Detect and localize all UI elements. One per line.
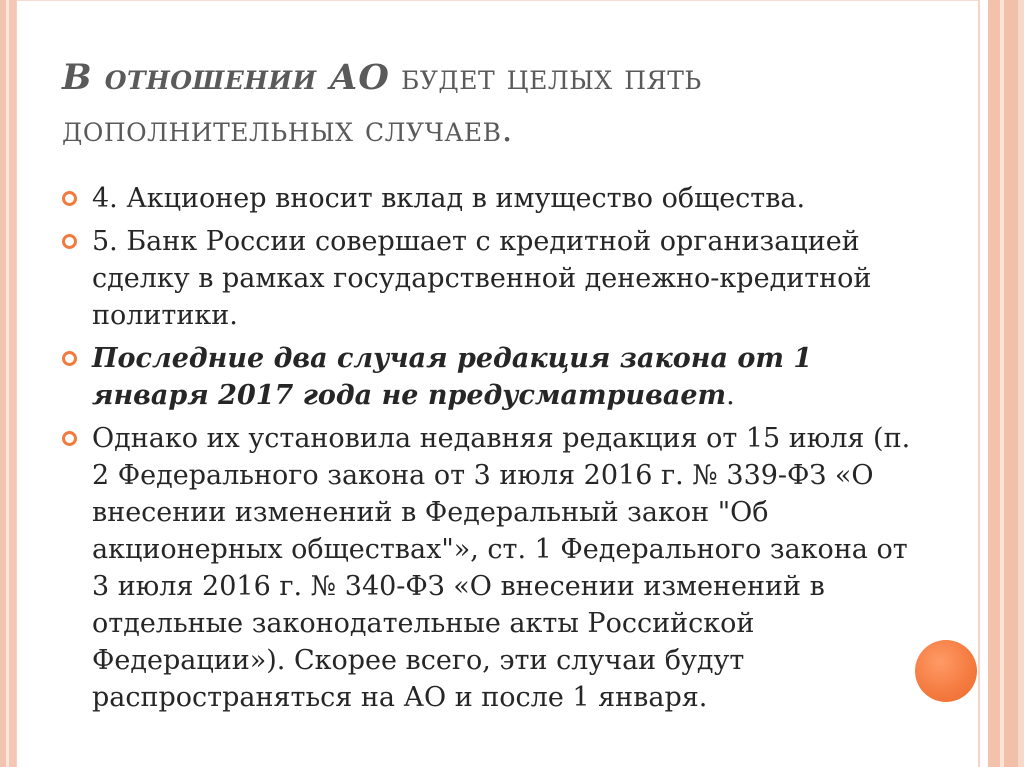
bullet-circle-icon [62,351,77,366]
bullet-text-emphasis: Последние два случая редакция закона от 1 января 2017 года не предусматривает [92,343,813,411]
list-item [62,223,922,334]
list-item [62,420,922,716]
bullet-circle-icon [62,234,77,249]
list-item [62,340,922,414]
left-border-decoration [0,0,17,767]
slide-title [62,52,922,156]
bullet-circle-icon [62,431,77,446]
bullet-text: 5. Банк России совершает с кредитной организацией сделку в рамках государственной денежно-кредитной политики. [92,226,872,331]
top-border-line [17,0,978,1]
list-item [62,180,922,217]
slide-title-rest: будет целых пять дополнительных случаев. [62,58,702,150]
bullet-text-tail: . [726,380,735,411]
bullet-list [62,180,922,722]
bullet-text: 4. Акционер вносит вклад в имущество общества. [92,183,806,214]
orange-circle-decoration [915,640,977,702]
slide-title-emphasis: В отношении АО [62,57,390,98]
bullet-circle-icon [62,191,77,206]
bullet-text: Однако их установила недавняя редакция от 15 июля (п. 2 Федерального закона от 3 июля 2016 г. № 339-ФЗ «О внесении изменений в Федеральный закон "Об акционерных обществах"», ст. 1 Федерального закона от 3 июля 2016 г. № 340-ФЗ «О внесении изменений в отдельные законодательные акты Российской Федерации»). Скорее всего, эти случаи будут распространяться на АО и после 1 января. [92,423,911,713]
right-border-decoration [978,0,1024,767]
